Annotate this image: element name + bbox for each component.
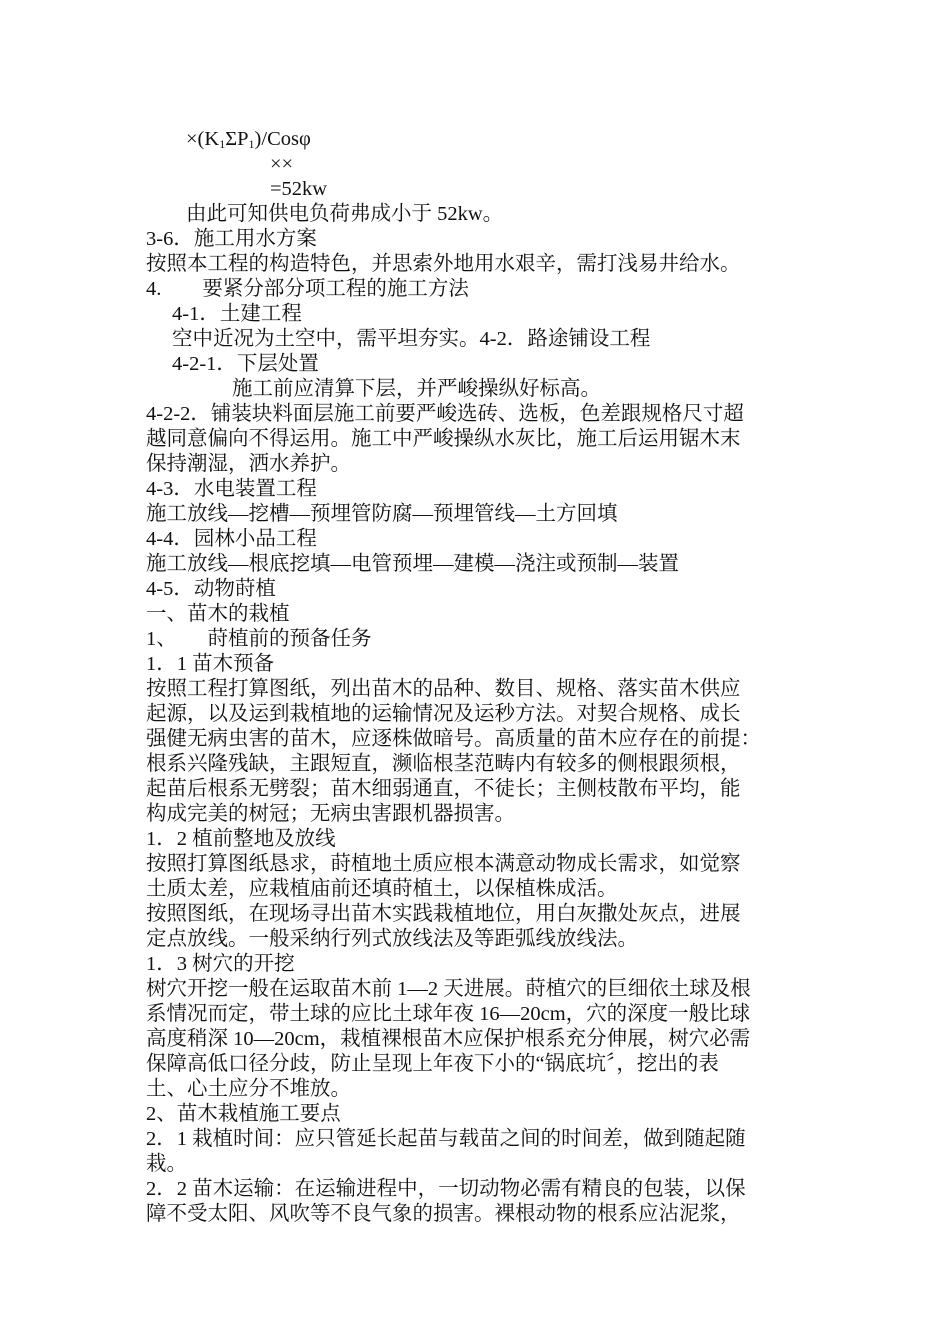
formula-line-2: ×× [270,153,294,175]
paragraph-line: 由此可知供电负荷弗成小于 52kw。 [186,203,504,225]
section-heading: 3-6．施工用水方案 [146,228,317,250]
formula-suffix: )/Cosφ [254,128,311,150]
paragraph-line: 土、心土应分不堆放。 [146,1078,351,1100]
subsection-heading: 4-1．土建工程 [172,303,302,325]
paragraph-line: 施工放线—挖槽—预埋管防腐—预埋管线—土方回填 [146,503,618,525]
subsection-heading: 1．2 植前整地及放线 [146,828,336,850]
paragraph-line: 障不受太阳、风吹等不良气象的损害。裸根动物的根系应沾泥浆， [146,1203,741,1225]
paragraph-line: 施工前应清算下层，并严峻操纵好标高。 [232,378,601,400]
section-heading: 4-3．水电装置工程 [146,478,317,500]
formula-subscript-1: 1 [219,137,226,151]
formula-prefix: ×(K [186,128,220,150]
section-heading: 4. 要紧分部分项工程的施工方法 [146,278,469,300]
subsection-heading: 1．3 树穴的开挖 [146,953,295,975]
paragraph-line: 按照工程打算图纸，列出苗木的品种、数目、规格、落实苗木供应 [146,678,741,700]
paragraph-line: 栽。 [146,1153,187,1175]
paragraph-line: 根系兴隆残缺，主跟短直，濒临根茎范畴内有较多的侧根跟须根， [146,753,741,775]
paragraph-line: 按照图纸，在现场寻出苗木实践栽植地位，用白灰撒处灰点，进展 [146,903,741,925]
paragraph-line: 土质太差，应栽植庙前还填莳植土，以保植株成活。 [146,878,618,900]
paragraph-line: 定点放线。一般采纳行列式放线法及等距弧线放线法。 [146,928,638,950]
paragraph-line: 空中近况为土空中，需平坦夯实。4-2．路途铺设工程 [172,328,651,350]
section-heading: 1、 莳植前的预备任务 [146,628,372,650]
paragraph-line: 强健无病虫害的苗木，应逐株做暗号。高质量的苗木应存在的前提： [146,728,761,750]
paragraph-line: 按照本工程的构造特色，并思索外地用水艰辛，需打浅易井给水。 [146,253,741,275]
paragraph-line: 起苗后根系无劈裂；苗木细弱通直，不徒长；主侧枝散布平均，能 [146,778,741,800]
section-heading: 4-4．园林小品工程 [146,528,317,550]
paragraph-line: 按照打算图纸恳求，莳植地土质应根本满意动物成长需求，如觉察 [146,853,741,875]
paragraph-line: 构成完美的树冠；无病虫害跟机器损害。 [146,803,515,825]
paragraph-line: 系情况而定，带土球的应比土球年夜 16—20cm，穴的深度一般比球 [146,1003,751,1025]
paragraph-line: 2．2 苗木运输：在运输进程中，一切动物必需有精良的包装，以保 [146,1178,746,1200]
paragraph-line: 高度稍深 10—20cm，栽植裸根苗木应保护根系充分伸展，树穴必需 [146,1028,751,1050]
paragraph-line: 2．1 栽植时间：应只管延长起苗与载苗之间的时间差，做到随起随 [146,1128,746,1150]
paragraph-line: 保持潮湿，洒水养护。 [146,453,351,475]
section-heading: 一、苗木的栽植 [146,603,290,625]
formula-mid: ΣP [225,128,249,150]
formula-line-1 [186,126,311,152]
formula-line-3: =52kw [270,178,328,200]
paragraph-line: 4-2-2．铺装块料面层施工前要严峻选砖、选板，色差跟规格尺寸超 [146,403,744,425]
paragraph-line: 越同意偏向不得运用。施工中严峻操纵水灰比，施工后运用锯木末 [146,428,741,450]
paragraph-line: 起源，以及运到栽植地的运输情况及运秒方法。对契合规格、成长 [146,703,741,725]
formula-subscript-2: 1 [248,137,255,151]
subsection-heading: 4-2-1．下层处置 [172,353,319,375]
section-heading: 4-5．动物莳植 [146,578,276,600]
section-heading: 2、苗木栽植施工要点 [146,1103,341,1125]
paragraph-line: 施工放线—根底挖填—电管预埋—建模—浇注或预制—装置 [146,553,679,575]
subsection-heading: 1．1 苗木预备 [146,653,275,675]
paragraph-line: 保障高低口径分歧，防止呈现上年夜下小的“锅底坑〞，挖出的表 [146,1053,719,1075]
paragraph-line: 树穴开挖一般在运取苗木前 1—2 天进展。莳植穴的巨细依土球及根 [146,978,751,1000]
